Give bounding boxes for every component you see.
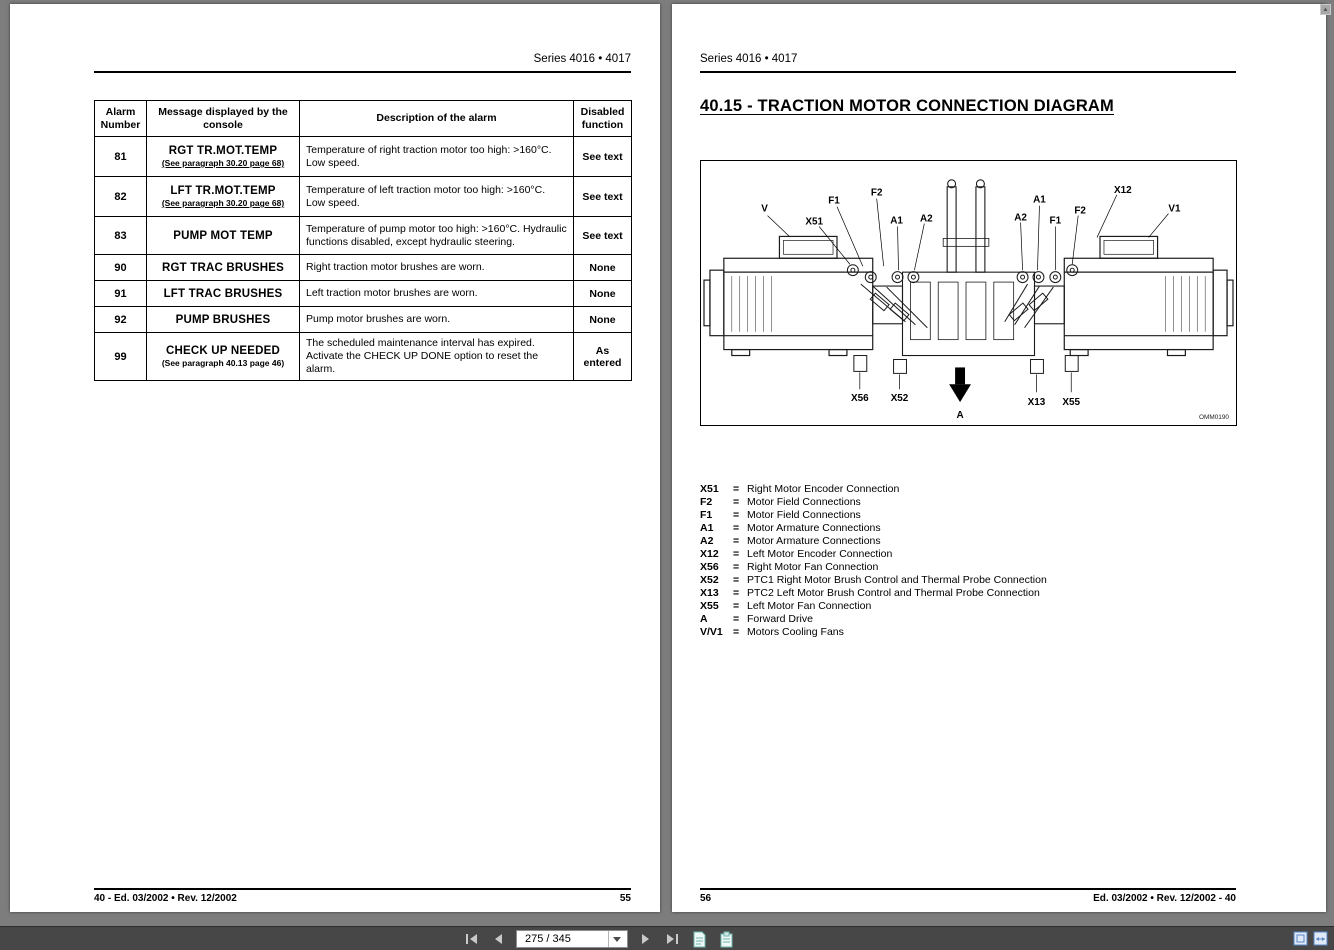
legend-item: X52 = PTC1 Right Motor Brush Control and Thermal Probe Connection [700,574,1047,586]
table-row [95,255,632,281]
alarm-number: 83 [95,217,147,255]
last-page-button[interactable] [662,929,682,949]
header-rule [94,71,631,73]
diagram-label-x51: X51 [805,216,823,228]
diagram-label-f1-left: F1 [828,195,840,207]
legend-item: X55 = Left Motor Fan Connection [700,600,872,612]
alarm-description: The scheduled maintenance interval has expired. Activate the CHECK UP DONE option to reset the alarm. [300,333,574,381]
table-row [95,217,632,255]
section-title: 40.15 - TRACTION MOTOR CONNECTION DIAGRAM [700,97,1114,115]
disabled-function: None [574,255,632,281]
prev-page-icon [491,931,507,947]
last-page-icon [664,931,680,947]
traction-motor-diagram-frame [700,160,1237,426]
alarm-number: 91 [95,281,147,307]
fit-width-icon[interactable] [1313,931,1328,946]
diagram-label-a2-right: A2 [1014,212,1027,224]
table-row [95,281,632,307]
leader-lines [768,195,1169,393]
page-dropdown-arrow[interactable] [608,931,625,947]
page-number-combo [516,930,628,948]
alarm-message: LFT TR.MOT.TEMP (See paragraph 30.20 page 68) [147,177,300,217]
forward-arrow [949,367,971,402]
diagram-label-x52: X52 [890,393,909,405]
col-header-description: Description of the alarm [300,101,574,137]
fit-page-icon[interactable] [1293,931,1308,946]
scroll-corner-icon[interactable]: ▲ [1320,4,1331,15]
table-row [95,177,632,217]
disabled-function: As entered [574,333,632,381]
alarm-description: Temperature of pump motor too high: >160°C. Hydraulic functions disabled, except hydraulic steering. [300,217,574,255]
diagram-label-x55: X55 [1062,397,1081,409]
footer-page-number: 56 [700,893,712,904]
traction-motor-diagram [701,161,1236,425]
diagram-reference-code: OMM0190 [1198,414,1230,422]
alarm-message: PUMP BRUSHES [147,307,300,333]
document-page-right [672,4,1326,912]
first-page-button[interactable] [462,929,482,949]
alarm-number: 90 [95,255,147,281]
page-header: Series 4016 • 4017 [700,53,798,65]
diagram-label-x13: X13 [1027,397,1046,409]
statusbar-right-icons [1293,931,1328,946]
diagram-label-x12: X12 [1114,184,1132,196]
header-rule [700,71,1236,73]
legend-item: A2 = Motor Armature Connections [700,535,881,547]
alarm-number: 82 [95,177,147,217]
diagram-label-v: V [761,203,768,215]
diagram-label-v1: V1 [1168,203,1181,215]
footer-rule [700,888,1236,890]
footer-edition: 40 - Ed. 03/2002 • Rev. 12/2002 [94,893,237,904]
diagram-label-f1-right: F1 [1049,215,1062,227]
legend-item: X12 = Left Motor Encoder Connection [700,548,893,560]
legend-item: F2 = Motor Field Connections [700,496,861,508]
disabled-function: None [574,307,632,333]
alarm-description: Left traction motor brushes are worn. [300,281,574,307]
page-thumbnail-icon [692,931,707,948]
page-number-input[interactable] [517,931,608,947]
alarm-message: PUMP MOT TEMP [147,217,300,255]
col-header-message: Message displayed by the console [147,101,300,137]
alarm-message: RGT TRAC BRUSHES [147,255,300,281]
footer-rule [94,888,631,890]
previous-page-button[interactable] [489,929,509,949]
legend-item: A = Forward Drive [700,613,813,625]
disabled-function: See text [574,177,632,217]
diagram-label-a1-left: A1 [890,215,903,227]
footer-page-number: 55 [619,893,631,904]
clipboard-icon [719,931,734,948]
alarm-description: Temperature of right traction motor too high: >160°C. Low speed. [300,137,574,177]
table-row [95,333,632,381]
diagram-label-f2-right: F2 [1074,205,1086,217]
legend-item: A1 = Motor Armature Connections [700,522,881,534]
center-assembly [870,180,1065,356]
page-header: Series 4016 • 4017 [533,53,631,65]
disabled-function: None [574,281,632,307]
alarm-message: LFT TRAC BRUSHES [147,281,300,307]
disabled-function: See text [574,217,632,255]
table-header-row [95,101,632,137]
col-header-disabled: Disabled function [574,101,632,137]
legend-item: F1 = Motor Field Connections [700,509,861,521]
document-page-left [10,4,660,912]
alarm-number: 99 [95,333,147,381]
next-page-icon [637,931,653,947]
clipboard-button[interactable] [716,929,736,949]
diagram-legend [700,483,1047,639]
right-motor [1064,236,1233,355]
legend-item: V/V1 = Motors Cooling Fans [700,626,844,638]
page-navigation [462,929,736,949]
first-page-icon [464,931,480,947]
diagram-label-a-arrow: A [956,410,964,422]
disabled-function: See text [574,137,632,177]
left-motor [704,236,873,355]
diagram-label-a2-left: A2 [919,213,933,225]
legend-item: X51 = Right Motor Encoder Connection [700,483,900,495]
footer-edition: Ed. 03/2002 • Rev. 12/2002 - 40 [1093,893,1236,904]
legend-item: X13 = PTC2 Left Motor Brush Control and Thermal Probe Connection [700,587,1040,599]
table-row [95,307,632,333]
alarm-number: 92 [95,307,147,333]
page-thumbnail-button[interactable] [689,929,709,949]
col-header-alarm-number: Alarm Number [95,101,147,137]
viewer-toolbar [0,926,1334,950]
alarm-table [94,100,632,381]
alarm-number: 81 [95,137,147,177]
diagram-label-a1-right: A1 [1033,194,1046,206]
legend-item: X56 = Right Motor Fan Connection [700,561,879,573]
alarm-description: Pump motor brushes are worn. [300,307,574,333]
diagram-label-x56: X56 [851,393,869,405]
diagram-label-f2-left: F2 [870,187,883,199]
table-row [95,137,632,177]
alarm-message: CHECK UP NEEDED (See paragraph 40.13 page 46) [147,333,300,381]
alarm-description: Temperature of left traction motor too high: >160°C. Low speed. [300,177,574,217]
next-page-button[interactable] [635,929,655,949]
terminal-connections [847,265,1078,374]
alarm-message: RGT TR.MOT.TEMP (See paragraph 30.20 page 68) [147,137,300,177]
alarm-description: Right traction motor brushes are worn. [300,255,574,281]
